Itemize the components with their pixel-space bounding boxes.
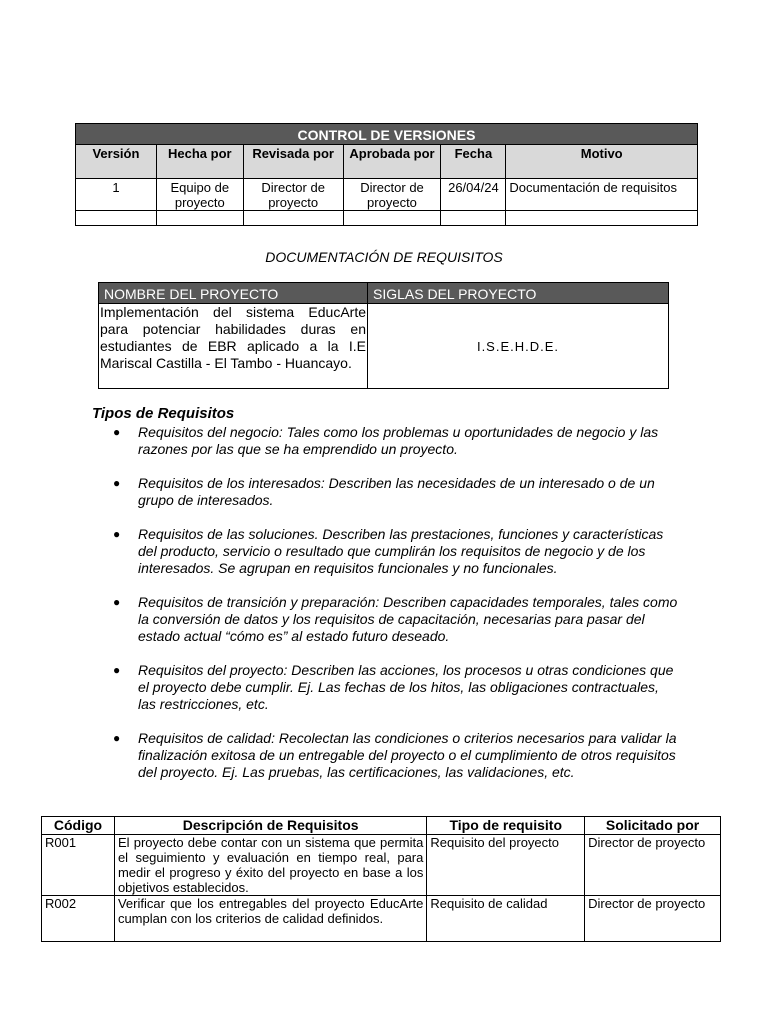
list-item <box>110 424 680 458</box>
requested-by-cell: Director de proyecto <box>585 896 721 942</box>
reason-cell: Documentación de requisitos <box>506 179 698 211</box>
list-item <box>110 594 680 645</box>
project-acronym: I.S.E.H.D.E. <box>368 304 669 389</box>
reviewed-by-cell: Director de proyecto <box>243 179 343 211</box>
list-item <box>110 526 680 577</box>
list-item-text: Requisitos del negocio: Tales como los problemas u oportunidades de negocio y las razones por las que se ha emprendido un proyecto. <box>138 424 659 457</box>
col-header-reviewed-by: Revisada por <box>243 145 343 179</box>
bullet-icon: ● <box>113 595 121 609</box>
list-item-text: Requisitos de los interesados: Describen las necesidades de un interesado o de un grupo de interesados. <box>138 475 655 508</box>
col-header-requested-by: Solicitado por <box>585 817 721 835</box>
version-control-table <box>75 123 698 226</box>
col-header-reason: Motivo <box>506 145 698 179</box>
table-row <box>42 896 721 942</box>
requirement-types-heading: Tipos de Requisitos <box>92 405 235 422</box>
project-acronym-header: SIGLAS DEL PROYECTO <box>368 283 669 304</box>
list-item-text: Requisitos de las soluciones. Describen las prestaciones, funciones y características del producto, servicio o resultado que cumplirán los requisitos de negocio y de los interesados. Se agrupan en requisitos funcionales y no funcionales. <box>138 526 664 576</box>
requested-by-cell: Director de proyecto <box>585 835 721 896</box>
empty-table-row <box>76 211 698 226</box>
approved-by-cell: Director de proyecto <box>343 179 441 211</box>
table-row <box>42 835 721 896</box>
bullet-icon: ● <box>113 663 121 677</box>
bullet-icon: ● <box>113 476 121 490</box>
bullet-icon: ● <box>113 527 121 541</box>
list-item <box>110 475 680 509</box>
table-row <box>76 179 698 211</box>
list-item <box>110 730 680 781</box>
col-header-description: Descripción de Requisitos <box>114 817 426 835</box>
col-header-made-by: Hecha por <box>156 145 243 179</box>
project-table <box>98 282 669 389</box>
description-cell: Verificar que los entregables del proyecto EducArte cumplan con los criterios de calidad definidos. <box>114 896 426 942</box>
requirement-types-list <box>110 424 680 798</box>
col-header-type: Tipo de requisito <box>427 817 585 835</box>
code-cell: R002 <box>42 896 115 942</box>
requirements-table <box>41 816 721 942</box>
project-name-header: NOMBRE DEL PROYECTO <box>99 283 368 304</box>
date-cell: 26/04/24 <box>441 179 506 211</box>
description-cell: El proyecto debe contar con un sistema que permita el seguimiento y evaluación en tiempo real, para medir el progreso y éxito del proyecto en base a los objetivos establecidos. <box>114 835 426 896</box>
document-title: DOCUMENTACIÓN DE REQUISITOS <box>265 249 503 265</box>
bullet-icon: ● <box>113 425 121 439</box>
version-control-title: CONTROL DE VERSIONES <box>76 124 698 145</box>
col-header-date: Fecha <box>441 145 506 179</box>
list-item-text: Requisitos del proyecto: Describen las acciones, los procesos u otras condiciones que el proyecto debe cumplir. Ej. Las fechas de los hitos, las obligaciones contractuales, las restricciones, etc. <box>138 662 674 712</box>
type-cell: Requisito de calidad <box>427 896 585 942</box>
list-item <box>110 662 680 713</box>
col-header-version: Versión <box>76 145 157 179</box>
code-cell: R001 <box>42 835 115 896</box>
type-cell: Requisito del proyecto <box>427 835 585 896</box>
version-cell: 1 <box>76 179 157 211</box>
made-by-cell: Equipo de proyecto <box>156 179 243 211</box>
bullet-icon: ● <box>113 731 121 745</box>
col-header-code: Código <box>42 817 115 835</box>
list-item-text: Requisitos de calidad: Recolectan las condiciones o criterios necesarios para validar la finalización exitosa de un entregable del proyecto o el cumplimiento de otros requisitos del proyecto. Ej. Las pruebas, las certificaciones, las validaciones, etc. <box>138 730 677 780</box>
col-header-approved-by: Aprobada por <box>343 145 441 179</box>
project-name: Implementación del sistema EducArte para potenciar habilidades duras en estudiantes de EBR aplicado a la I.E Mariscal Castilla - El Tambo - Huancayo. <box>99 304 368 389</box>
list-item-text: Requisitos de transición y preparación: Describen capacidades temporales, tales como la conversión de datos y los requisitos de capacitación, necesarias para pasar del estado actual “cómo es” al estado futuro deseado. <box>138 594 678 644</box>
